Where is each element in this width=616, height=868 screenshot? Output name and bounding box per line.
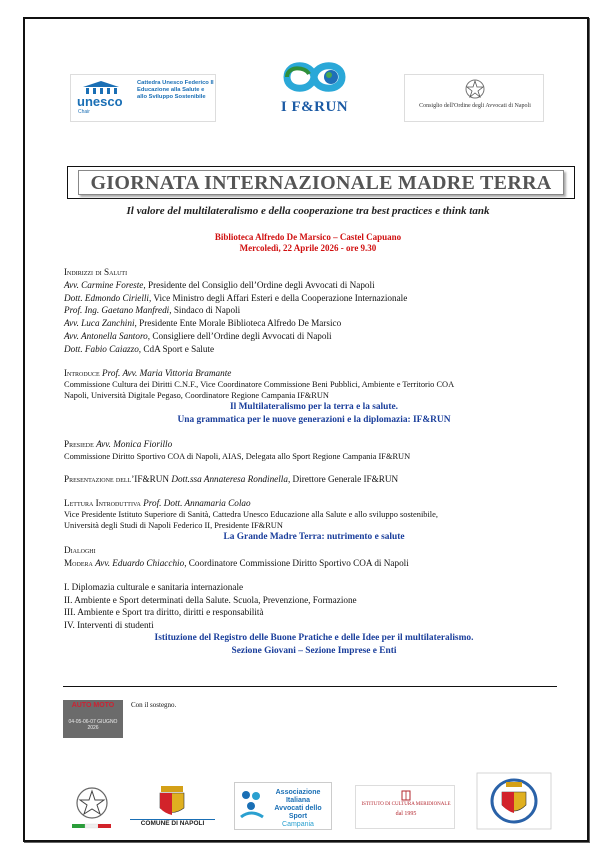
lettura-talk: La Grande Madre Terra: nutrimento e salute [223,532,405,543]
program-body [64,266,564,658]
unesco-chair-text: Cattedra Unesco Federico II Educazione alla Salute e allo Sviluppo Sostenibile [137,80,214,100]
istituto-logo [355,785,455,829]
saluti-item [64,304,564,317]
speaker-role: , Presidente del Consiglio dell’Ordine degli Avvocati di Napoli [143,279,375,290]
temple-icon [81,81,121,95]
associazione-line: Associazione [275,789,321,796]
speaker-name: Avv. Antonella Santoro [64,330,148,341]
modera-line [64,557,564,570]
speaker-role: , CdA Sport e Salute [138,343,215,354]
presiede-label: Presiede [64,438,94,449]
dialoghi-item: II. Ambiente e Sport determinati della Salute. Scuola, Prevenzione, Formazione [64,594,357,605]
comune-caption: COMUNE DI NAPOLI [130,819,215,827]
unesco-word: unesco [77,94,123,109]
people-icon [237,787,267,827]
shield-logo [476,772,552,830]
presiede-name: Avv. Monica Fiorillo [96,438,173,449]
saluti-item [64,292,564,305]
header-logos [0,44,616,134]
venue-place: Biblioteca Alfredo De Marsico – Castel Capuano [214,232,402,242]
page-title: GIORNATA INTERNAZIONALE MADRE TERRA [78,170,564,195]
associazione-logo [234,782,332,830]
speaker-name: Prof. Ing. Gaetano Manfredi [64,305,170,316]
introduce-talk: Il Multilateralismo per la terra e la salute. [229,402,399,413]
introduce-desc: Commissione Cultura dei Diritti C.N.F., Vice Coordinatore Commissione Beni Pubblici, Ambiente e Territorio COA [64,380,455,390]
venue-date: Mercoledì, 22 Aprile 2026 - ore 9.30 [239,243,377,253]
presentazione-role: , Direttore Generale IF&RUN [287,473,399,484]
speaker-role: , Vice Ministro degli Affari Esteri e della Cooperazione Internazionale [148,292,408,303]
speaker-role: , Sindaco di Napoli [169,305,241,316]
speaker-role: , Presidente Ente Morale Biblioteca Alfredo De Marsico [134,318,342,329]
modera-role: , Coordinatore Commissione Diritto Sportivo COA di Napoli [184,557,409,568]
dialoghi-item: IV. Interventi di studenti [64,620,154,631]
support-text: Con il sostegno. [131,701,177,709]
ifrun-logo [247,54,382,128]
dialoghi-item: III. Ambiente e Sport tra diritto, diritti e responsabilità [64,607,264,618]
speaker-name: Avv. Luca Zanchini [64,318,135,329]
lettura-desc: Vice Presidente Istituto Superiore di Sanità, Cattedra Unesco Educazione alla Salute e allo sviluppo sostenibile, [64,510,438,520]
associazione-text [265,789,331,829]
saluti-item [64,343,564,356]
sponsor-logo-text: AUTO MOTO [71,702,115,709]
speaker-name: Dott. Fabio Caiazzo [64,343,139,354]
istituto-name: ISTITUTO DI CULTURA MERIDIONALE [361,802,451,807]
introduce-desc: Napoli, Università Digitale Pegaso, Coordinatore Regione Campania IF&RUN [64,391,329,401]
istituto-mark-icon [356,789,456,803]
introduce-label: Introduce [64,367,100,378]
saluti-item [64,279,564,292]
presentazione-name: Dott.ssa Annateresa Rondinella [171,473,288,484]
comune-napoli-logo [130,784,215,830]
dialoghi-heading: Dialoghi [64,545,96,556]
associazione-line: Italiana [285,797,311,804]
dialoghi-item: I. Diplomazia culturale e sanitaria internazionale [64,581,244,592]
presiede-line [64,438,564,451]
lettura-name: Prof. Dott. Annamaria Colao [143,497,251,508]
sponsor-logo [63,700,123,738]
associazione-line: Avvocati dello Sport [274,805,322,820]
introduce-line [64,367,564,380]
associazione-line: Campania [282,821,314,828]
republic-emblem-icon [67,785,117,830]
infinity-icon [247,54,382,100]
shield-crest-icon [476,772,552,830]
presiede-desc: Commissione Diritto Sportivo COA di Napoli, AIAS, Delegata allo Sport Regione Campania IF&RUN [64,451,411,461]
ordine-name: Consiglio dell'Ordine degli Avvocati di Napoli [419,103,531,109]
sponsor-logo-dates: 04-05-06-07 GIUGNO 2026 [68,719,118,731]
istituto-year: dal 1995 [395,811,417,817]
title-outer-box [67,166,575,199]
saluti-item [64,317,564,330]
presentazione-label: Presentazione dell’IF&RUN [64,473,170,484]
lettura-desc: Università degli Studi di Napoli Federico II, Presidente IF&RUN [64,521,283,531]
divider [63,686,557,687]
speaker-role: , Consigliere dell’Ordine degli Avvocati di Napoli [147,330,332,341]
presentazione-line [64,473,564,486]
introduce-talk: Una grammatica per le nuove generazioni e la diplomazia: IF&RUN [177,415,451,426]
unesco-sub: Chair [78,109,90,115]
modera-name: Avv. Eduardo Chiacchio [95,557,185,568]
saluti-item [64,330,564,343]
closing-line: Istituzione del Registro delle Buone Pratiche e delle Idee per il multilateralismo. [154,632,474,643]
closing-line: Sezione Giovani – Sezione Imprese e Enti [231,645,397,656]
venue-block [0,232,616,254]
istituto-text [356,802,456,817]
lettura-line [64,497,564,510]
speaker-name: Dott. Edmondo Cirielli [64,292,149,303]
modera-label: Modera [64,557,93,568]
introduce-name: Prof. Avv. Maria Vittoria Bramante [102,367,232,378]
subtitle: Il valore del multilateralismo e della cooperazione tra best practices e think tank [126,205,490,217]
unesco-logo [70,74,216,122]
speaker-name: Avv. Carmine Foreste [64,279,144,290]
ordine-logo [404,74,544,122]
city-crest-icon [130,784,215,818]
republic-emblem [67,785,117,830]
star-emblem-icon [465,78,485,100]
lettura-label: Lettura Introduttiva [64,497,141,508]
ifrun-name: I F&RUN [280,99,349,115]
saluti-heading: Indirizzi di Saluti [64,267,128,277]
